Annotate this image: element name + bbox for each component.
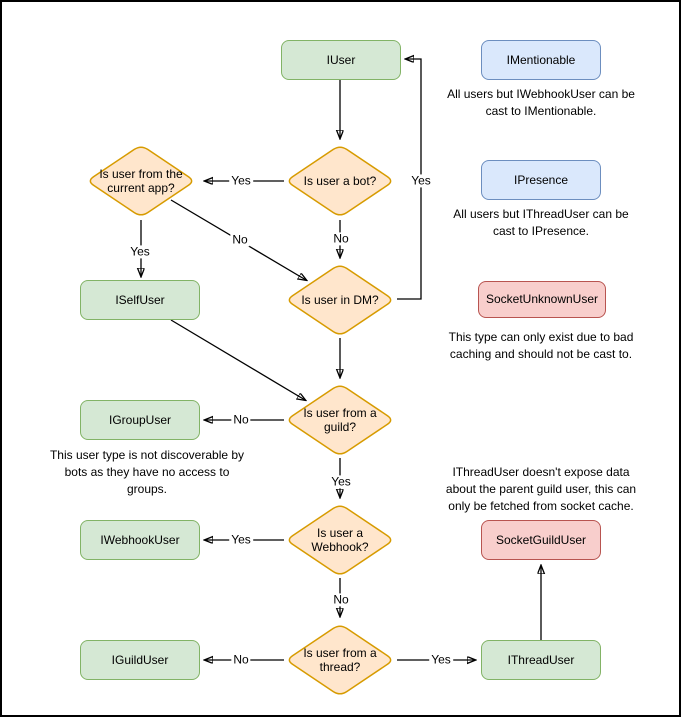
node-iuser-label: IUser <box>326 52 356 67</box>
node-socketguilduser <box>481 520 601 560</box>
note-igroupuser <box>37 447 257 498</box>
decision-from-current-app <box>85 143 197 219</box>
note-line: bots as they have no access to <box>64 465 230 479</box>
node-iuser <box>281 40 401 80</box>
node-iselfuser <box>80 280 200 320</box>
decision-in-dm-label: Is user in DM? <box>301 292 379 307</box>
note-line: cast to IMentionable. <box>485 104 597 118</box>
decision-from-thread-label: Is user from a thread? <box>303 645 377 674</box>
node-iwebhookuser <box>80 520 200 560</box>
node-igroupuser <box>80 400 200 440</box>
note-line: All users but IThreadUser can be <box>453 207 629 221</box>
node-ipresence <box>481 160 601 200</box>
node-iwebhookuser-label: IWebhookUser <box>100 532 180 547</box>
note-ipresence <box>431 206 651 240</box>
decision-is-bot-label: Is user a bot? <box>303 173 377 188</box>
note-ithreaduser <box>431 464 651 515</box>
decision-is-bot <box>284 143 396 219</box>
note-line: about the parent guild user, this can <box>445 482 637 496</box>
note-line: caching and should not be cast to. <box>449 347 633 361</box>
edge-label-thread-no: No <box>233 652 249 667</box>
note-line: groups. <box>126 482 168 496</box>
node-ithreaduser-label: IThreadUser <box>507 652 575 667</box>
edge-label-webhook-no: No <box>333 592 349 607</box>
note-line: This user type is not discoverable by <box>49 448 245 462</box>
edge-label-webhook-yes: Yes <box>231 532 251 547</box>
note-line: cast to IPresence. <box>492 224 590 238</box>
node-ipresence-label: IPresence <box>513 172 569 187</box>
edge-label-guild-yes: Yes <box>331 474 351 489</box>
decision-is-webhook-label: Is user a Webhook? <box>311 525 369 554</box>
note-line: All users but IWebhookUser can be <box>447 87 635 101</box>
node-imentionable <box>481 40 601 80</box>
decision-from-current-app-label: Is user from the current app? <box>99 166 183 195</box>
note-line: This type can only exist due to bad <box>448 330 634 344</box>
note-line: IThreadUser doesn't expose data <box>452 465 630 479</box>
decision-in-dm <box>284 262 396 338</box>
node-socketunknownuser-label: SocketUnknownUser <box>485 292 599 307</box>
note-imentionable <box>431 86 651 120</box>
node-iguilduser <box>80 640 200 680</box>
decision-from-thread <box>284 622 396 698</box>
edge-label-dm-yes: Yes <box>411 173 431 188</box>
decision-is-webhook <box>284 502 396 578</box>
node-ithreaduser <box>481 640 601 680</box>
node-igroupuser-label: IGroupUser <box>108 412 172 427</box>
edge-label-thread-yes: Yes <box>431 652 451 667</box>
edge-label-bot-yes: Yes <box>231 173 251 188</box>
decision-from-guild-label: Is user from a guild? <box>303 405 377 434</box>
decision-from-guild <box>284 382 396 458</box>
note-socketunknownuser <box>431 329 651 363</box>
edge-label-guild-no: No <box>233 412 249 427</box>
edge-label-app-no: No <box>232 232 248 247</box>
edge-label-bot-no: No <box>333 231 349 246</box>
node-socketguilduser-label: SocketGuildUser <box>495 532 587 547</box>
node-iselfuser-label: ISelfUser <box>115 292 165 307</box>
node-imentionable-label: IMentionable <box>506 52 576 67</box>
edge-label-app-yes: Yes <box>130 244 150 259</box>
note-line: only be fetched from socket cache. <box>448 499 634 513</box>
node-socketunknownuser <box>478 281 606 318</box>
node-iguilduser-label: IGuildUser <box>111 652 169 667</box>
